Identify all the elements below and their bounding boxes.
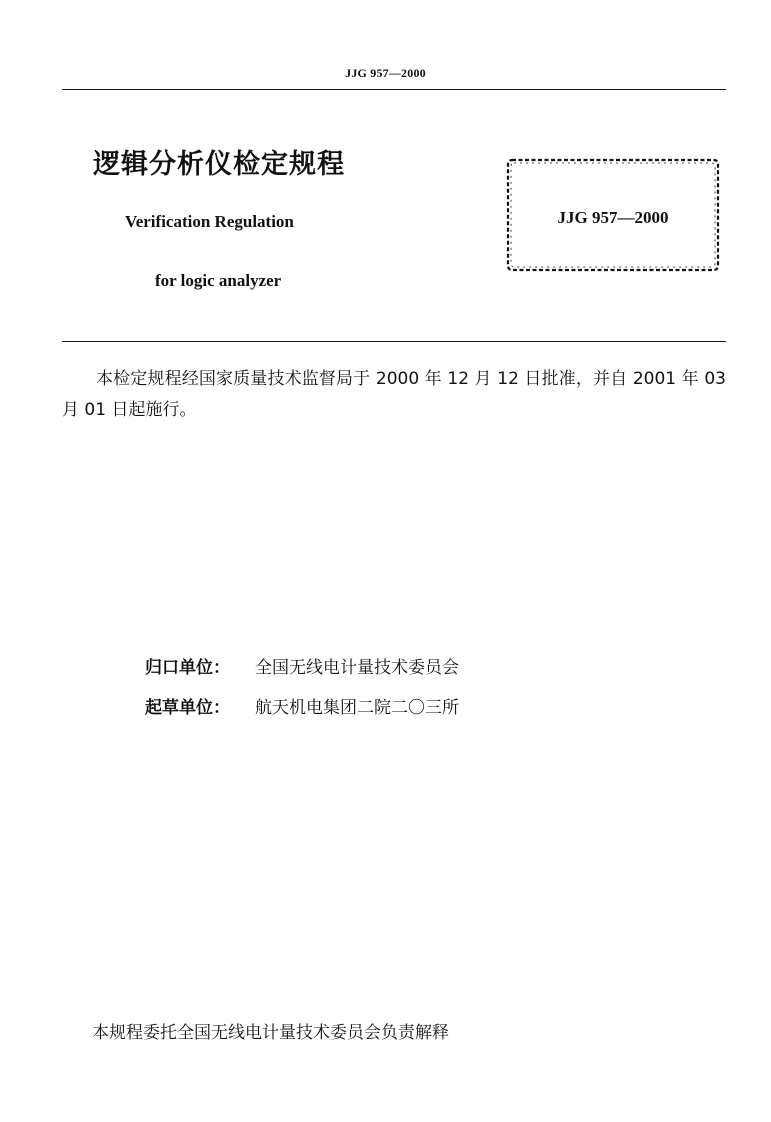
responsible-unit-row xyxy=(145,653,459,678)
responsible-unit-label: 归口单位： xyxy=(145,658,230,678)
document-title-english-line1: Verification Regulation xyxy=(125,212,294,231)
drafting-unit-row xyxy=(145,693,459,718)
drafting-unit-value: 航天机电集团二院二〇三所 xyxy=(255,698,459,718)
header-rule xyxy=(62,89,726,90)
section-rule xyxy=(62,341,726,342)
drafting-unit-label: 起草单位： xyxy=(145,698,230,718)
responsible-unit-value: 全国无线电计量技术委员会 xyxy=(255,658,459,678)
standard-code: JJG 957—2000 xyxy=(557,208,669,227)
standard-code-box xyxy=(505,157,721,273)
document-title-english-line2: for logic analyzer xyxy=(155,271,282,290)
document-title-chinese: 逻辑分析仪检定规程 xyxy=(93,149,345,180)
approval-statement: 本检定规程经国家质量技术监督局于 2000 年 12 月 12 日批准，并自 2001 年 03 月 01 日起施行。 xyxy=(62,369,726,420)
interpretation-note: 本规程委托全国无线电计量技术委员会负责解释 xyxy=(92,1023,449,1043)
running-header-code: JJG 957—2000 xyxy=(345,66,426,80)
